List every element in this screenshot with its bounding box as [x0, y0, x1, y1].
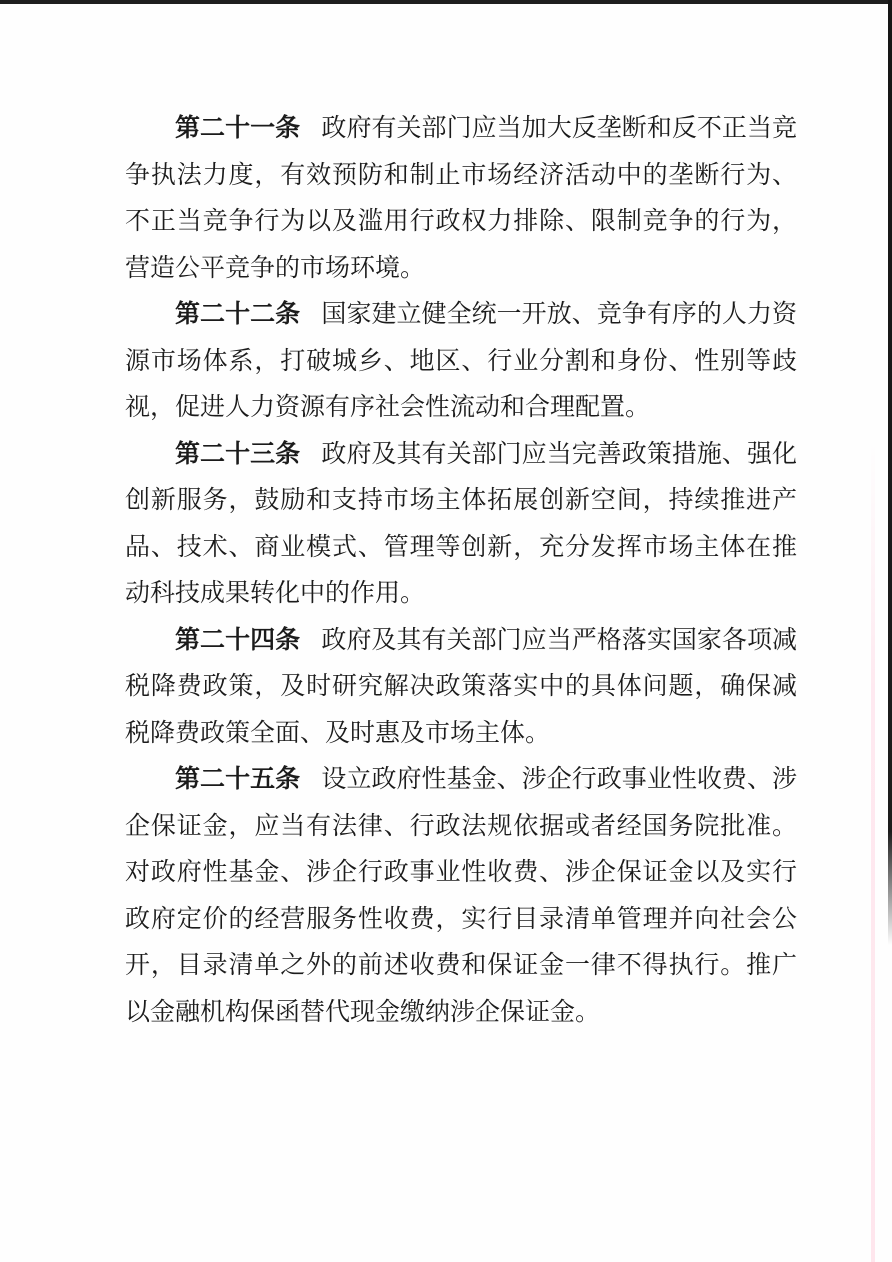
scan-artifact-top-edge	[0, 0, 892, 4]
article-24-text: 政府及其有关部门应当严格落实国家各项减税降费政策，及时研究解决政策落实中的具体问题，确保减税降费政策全面、及时惠及市场主体。	[125, 626, 797, 747]
article-21-label: 第二十一条	[175, 115, 301, 142]
article-23-text: 政府及其有关部门应当完善政策措施、强化创新服务，鼓励和支持市场主体拓展创新空间，持续推进产品、技术、商业模式、管理等创新，充分发挥市场主体在推动科技成果转化中的作用。	[125, 440, 797, 607]
article-22-paragraph	[125, 292, 797, 432]
article-22-text: 国家建立健全统一开放、竞争有序的人力资源市场体系，打破城乡、地区、行业分割和身份、性别等歧视，促进人力资源有序社会性流动和合理配置。	[125, 301, 797, 421]
article-23-paragraph	[125, 432, 797, 618]
article-25-label: 第二十五条	[175, 766, 301, 793]
article-21-text: 政府有关部门应当加大反垄断和反不正当竞争执法力度，有效预防和制止市场经济活动中的垄断行为、不正当竞争行为以及滥用行政权力排除、限制竞争的行为，营造公平竞争的市场环境。	[125, 115, 797, 282]
article-23-label: 第二十三条	[175, 440, 301, 468]
scan-artifact-pink-streak	[871, 440, 875, 1262]
article-22-label: 第二十二条	[175, 301, 301, 328]
document-text-block	[125, 106, 797, 1036]
article-21-paragraph	[125, 106, 797, 292]
article-25-paragraph	[125, 757, 797, 1036]
article-24-label: 第二十四条	[175, 626, 301, 654]
scan-artifact-right-edge	[888, 0, 892, 945]
article-24-paragraph	[125, 618, 797, 758]
article-25-text: 设立政府性基金、涉企行政事业性收费、涉企保证金，应当有法律、行政法规依据或者经国务院批准。对政府性基金、涉企行政事业性收费、涉企保证金以及实行政府定价的经营服务性收费，实行目录清单管理并向社会公开，目录清单之外的前述收费和保证金一律不得执行。推广以金融机构保函替代现金缴纳涉企保证金。	[125, 766, 797, 1026]
